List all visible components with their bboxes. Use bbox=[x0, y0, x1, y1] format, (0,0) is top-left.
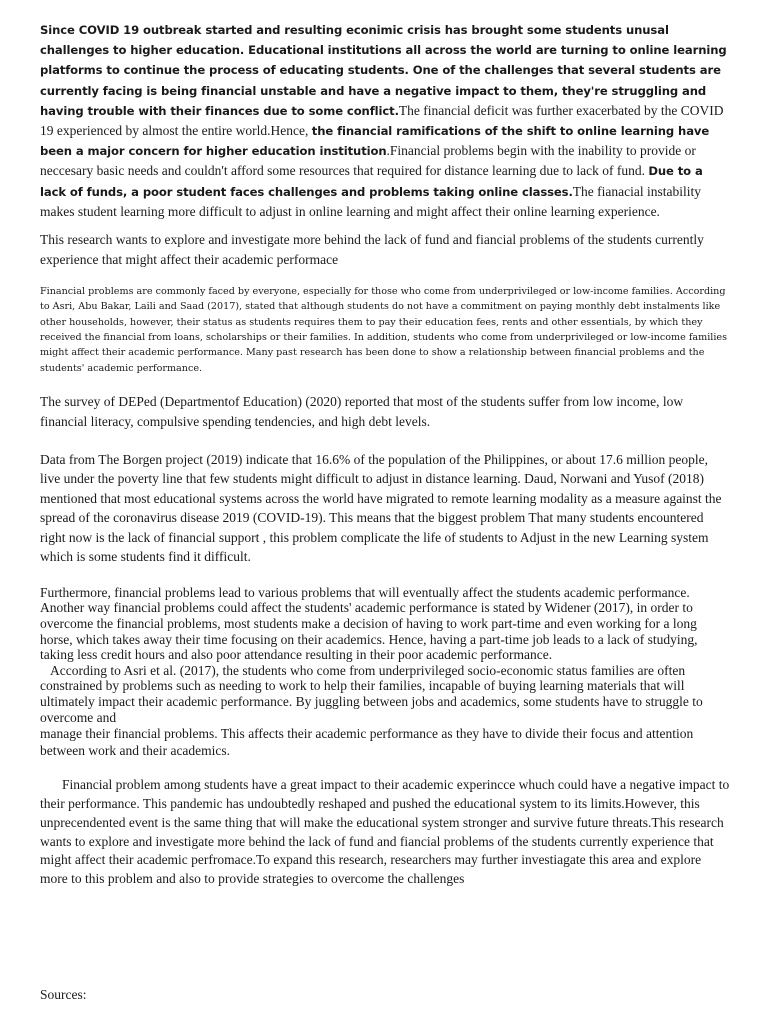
background-paragraph: Financial problems are commonly faced by everyone, especially for those who come from underprivileged or low-income families. According to Asri, Abu Bakar, Laili and Saad (2017), stated that although students do not have a commitment on paying monthly debt instalments like other households, however, their status as students requires them to pay their education fees, rents and other essentials, by which they received the financial from loans, scholarships or their families. In addition, students who come from underprivileged or low-income families might affect their academic performance. Many past research has been done to show a relationship between financial problems and the students' academic performance. bbox=[40, 286, 728, 374]
intro-text-1: The financial deficit was further exacerbated by the COVID 19 experienced by almost the entire world.Hence, bbox=[40, 102, 724, 139]
intro-bold-3: Due to a lack of funds, a poor student faces challenges and problems taking online classes. bbox=[40, 164, 703, 199]
purpose-paragraph: This research wants to explore and investigate more behind the lack of fund and fiancial problems of the students currently experience that might affect their academic performace bbox=[40, 232, 704, 268]
conclusion-paragraph: Financial problem among students have a great impact to their academic experincce whuch could have a negative impact to their performance. This pandemic has undoubtedly reshaped and pushed the educational system to its limits.However, this unprecendented event is the same thing that will make the educational system stronger and survive future threats.This research wants to explore and investigate more behind the lack of fund and fiancial problems of the students currently experience that might affect their academic perfromace.To expand this research, researchers may further investiagate this area and explore more to this problem and also to provide strategies to overcome the challenges bbox=[40, 777, 730, 887]
asri-paragraph: According to Asri et al. (2017), the students who come from underprivileged socio-economic status families are often constrained by problems such as needing to work to help their families, incapable of buying learning materials that will ultimately impact their academic performance. By juggling between jobs and academics, some students have to struggle to overcome and bbox=[40, 662, 703, 725]
intro-bold-2: the financial ramifications of the shift to online learning have been a major concern for higher education institution bbox=[40, 124, 710, 159]
intro-bold-1: Since COVID 19 outbreak started and resulting econimic crisis has brought some students unusal challenges to higher education. Educational institutions all across the world are turning to online learning platforms to continue the process of educating students. One of the challenges that several students are currently facing is being financial unstable and have a negative impact to them, they're struggling and having trouble with their finances due to some conflict. bbox=[40, 23, 727, 118]
borgen-paragraph: Data from The Borgen project (2019) indicate that 16.6% of the population of the Philippines, or about 17.6 million people, live under the poverty line that few students might difficult to adjust in distance learning. Daud, Norwani and Yusof (2018) mentioned that most educational systems across the world have migrated to remote learning modality as a measure against the spread of the coronavirus disease 2019 (COVID-19). This means that the biggest problem That many students encountered right now is the lack of financial support , this problem complicate the life of students to Adjust in the new Learning system which is some students find it difficult. bbox=[40, 451, 722, 565]
intro-text-2: .Financial problems begin with the inability to provide or neccesary basic needs and couldn't afford some resources that required for distance learning due to lack of fund. bbox=[40, 143, 696, 179]
furthermore-paragraph: Furthermore, financial problems lead to various problems that will eventually affect the students academic performance. Another way financial problems could affect the students' academic performance is stated by Widener (2017), in order to overcome the financial problems, most students make a decision of having to work part-time and even working for a long horse, which takes away their time focusing on their academics. Hence, having a part-time job leads to a lack of studying, taking less credit hours and also poor attendance resulting in their poor academic performance. bbox=[40, 584, 698, 663]
intro-paragraph bbox=[40, 20, 730, 222]
sources-heading: Sources: bbox=[40, 987, 87, 1002]
intro-text-3: The fianacial instability makes student learning more difficult to adjust in online learning and might affect their online learning experience. bbox=[40, 183, 702, 219]
document-body bbox=[40, 20, 730, 889]
deped-paragraph: The survey of DEPed (Departmentof Education) (2020) reported that most of the students suffer from low income, low financial literacy, compulsive spending tendencies, and high debt levels. bbox=[40, 393, 684, 429]
manage-paragraph: manage their financial problems. This affects their academic performance as they have to divide their focus and attention between work and their academics. bbox=[40, 726, 694, 759]
